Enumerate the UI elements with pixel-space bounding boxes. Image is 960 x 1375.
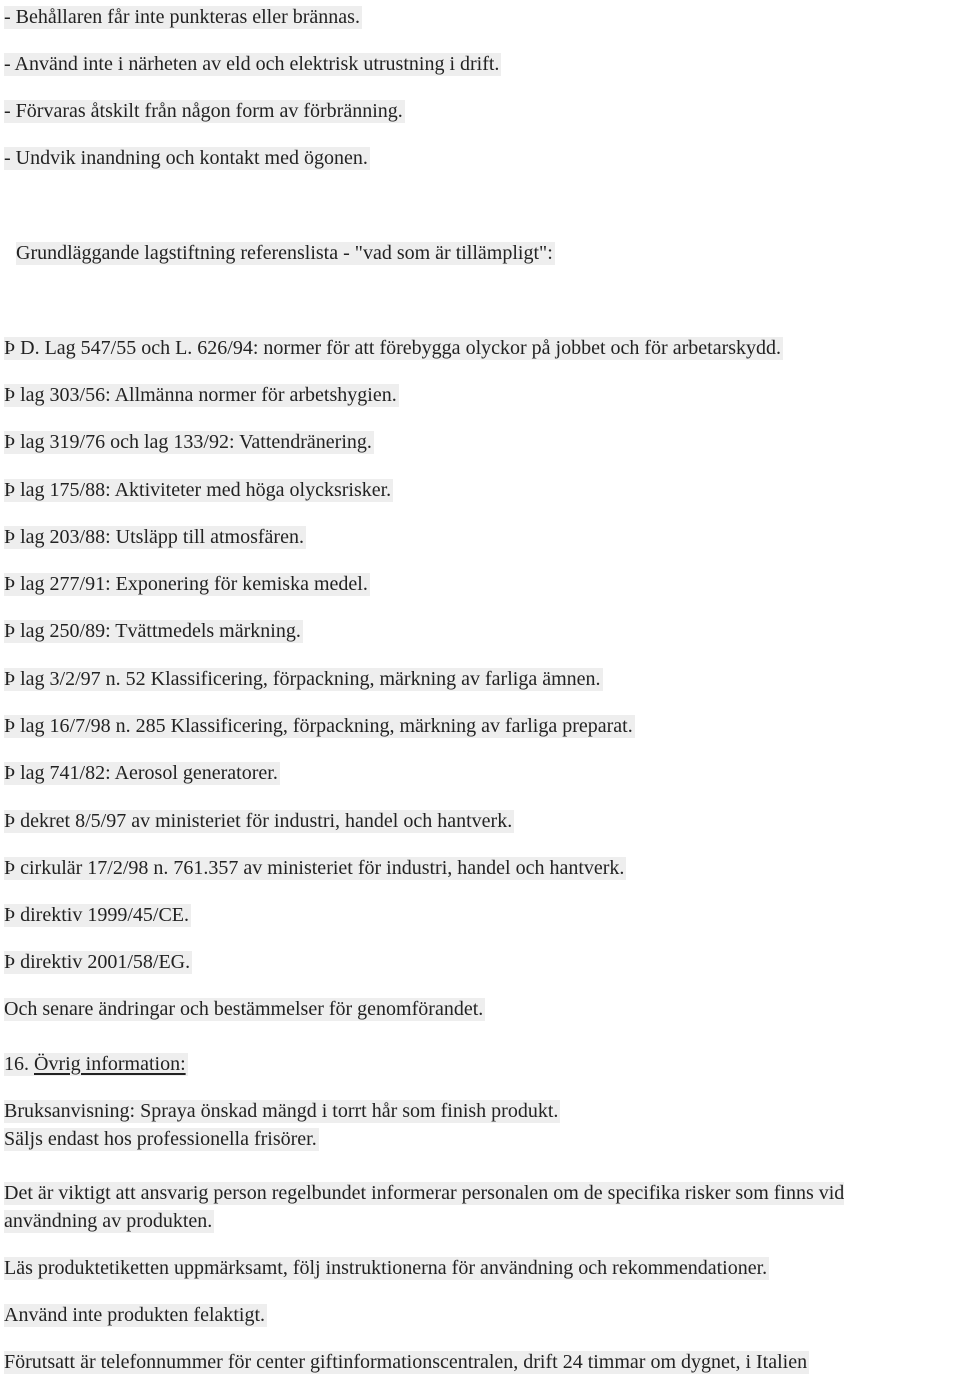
legislation-item (4, 429, 374, 455)
misuse-note (4, 1302, 267, 1328)
legislation-item (4, 618, 303, 644)
label-note-text: Läs produktetiketten uppmärksamt, följ instruktionerna för användning och rekommendationer. (4, 1257, 768, 1279)
legislation-item (4, 760, 280, 786)
legislation-item-text: Þ lag 3/2/97 n. 52 Klassificering, förpackning, märkning av farliga ämnen. (4, 668, 601, 690)
misuse-note-text: Använd inte produkten felaktigt. (4, 1304, 266, 1326)
legislation-item-text: Þ dekret 8/5/97 av ministeriet för industri, handel och hantverk. (4, 810, 513, 832)
legislation-item-text: Þ lag 277/91: Exponering för kemiska medel. (4, 573, 368, 595)
section-16-heading (4, 1051, 188, 1077)
precaution-text: - Förvaras åtskilt från någon form av förbränning. (4, 100, 403, 122)
legislation-item (4, 524, 306, 550)
legislation-item-text: Þ lag 319/76 och lag 133/92: Vattendränering. (4, 431, 372, 453)
legislation-item (4, 855, 626, 881)
legislation-item-text: Þ direktiv 2001/58/EG. (4, 951, 191, 973)
precaution-item (4, 4, 362, 30)
legislation-item-text: Þ lag 16/7/98 n. 285 Klassificering, förpackning, märkning av farliga preparat. (4, 715, 633, 737)
legislation-item-text: Þ direktiv 1999/45/CE. (4, 904, 189, 926)
precaution-item (4, 98, 405, 124)
legislation-item (4, 713, 635, 739)
precaution-text: - Behållaren får inte punkteras eller brännas. (4, 6, 360, 28)
usage-line (4, 1126, 319, 1152)
precaution-item (4, 51, 501, 77)
legislation-item-text: Þ lag 250/89: Tvättmedels märkning. (4, 620, 301, 642)
legislation-item (4, 949, 192, 975)
legislation-item (4, 902, 191, 928)
usage-line (4, 1098, 560, 1124)
info-paragraph-text: Det är viktigt att ansvarig person regelbundet informerar personalen om de specifika risker som finns vid användning av produkten. (4, 1182, 845, 1232)
legislation-item (4, 382, 399, 408)
legislation-item-text: Þ lag 303/56: Allmänna normer för arbetshygien. (4, 384, 397, 406)
precaution-text: - Använd inte i närheten av eld och elektrisk utrustning i drift. (4, 53, 500, 75)
legislation-item-text: Þ D. Lag 547/55 och L. 626/94: normer för att förebygga olyckor på jobbet och för arbetarskydd. (4, 337, 782, 359)
amendments-note-text: Och senare ändringar och bestämmelser för genomförandet. (4, 998, 484, 1020)
amendments-note (4, 996, 485, 1022)
info-paragraph (4, 1179, 924, 1235)
usage-line-text: Säljs endast hos professionella frisörer. (4, 1128, 317, 1150)
poison-center-note-text: Förutsatt är telefonnummer för center giftinformationscentralen, drift 24 timmar om dygnet, i Italien (4, 1351, 808, 1373)
precaution-item (4, 145, 370, 171)
usage-line-text: Bruksanvisning: Spraya önskad mängd i torrt hår som finish produkt. (4, 1100, 559, 1122)
legislation-item-text: Þ lag 741/82: Aerosol generatorer. (4, 762, 278, 784)
legislation-item-text: Þ lag 203/88: Utsläpp till atmosfären. (4, 526, 304, 548)
section-title: Övrig information: (34, 1053, 186, 1075)
precaution-text: - Undvik inandning och kontakt med ögonen. (4, 147, 368, 169)
poison-center-note (4, 1349, 809, 1375)
section-16-heading-box (4, 1053, 188, 1076)
legislation-item (4, 571, 370, 597)
legislation-item (4, 808, 514, 834)
section-number: 16. (4, 1053, 29, 1075)
legislation-item (4, 477, 393, 503)
legislation-heading (16, 240, 555, 266)
label-note (4, 1255, 769, 1281)
legislation-heading-text: Grundläggande lagstiftning referenslista - "vad som är tillämpligt": (16, 242, 553, 264)
legislation-item-text: Þ lag 175/88: Aktiviteter med höga olycksrisker. (4, 479, 392, 501)
legislation-item-text: Þ cirkulär 17/2/98 n. 761.357 av ministeriet för industri, handel och hantverk. (4, 857, 625, 879)
legislation-item (4, 335, 783, 361)
legislation-item (4, 666, 603, 692)
